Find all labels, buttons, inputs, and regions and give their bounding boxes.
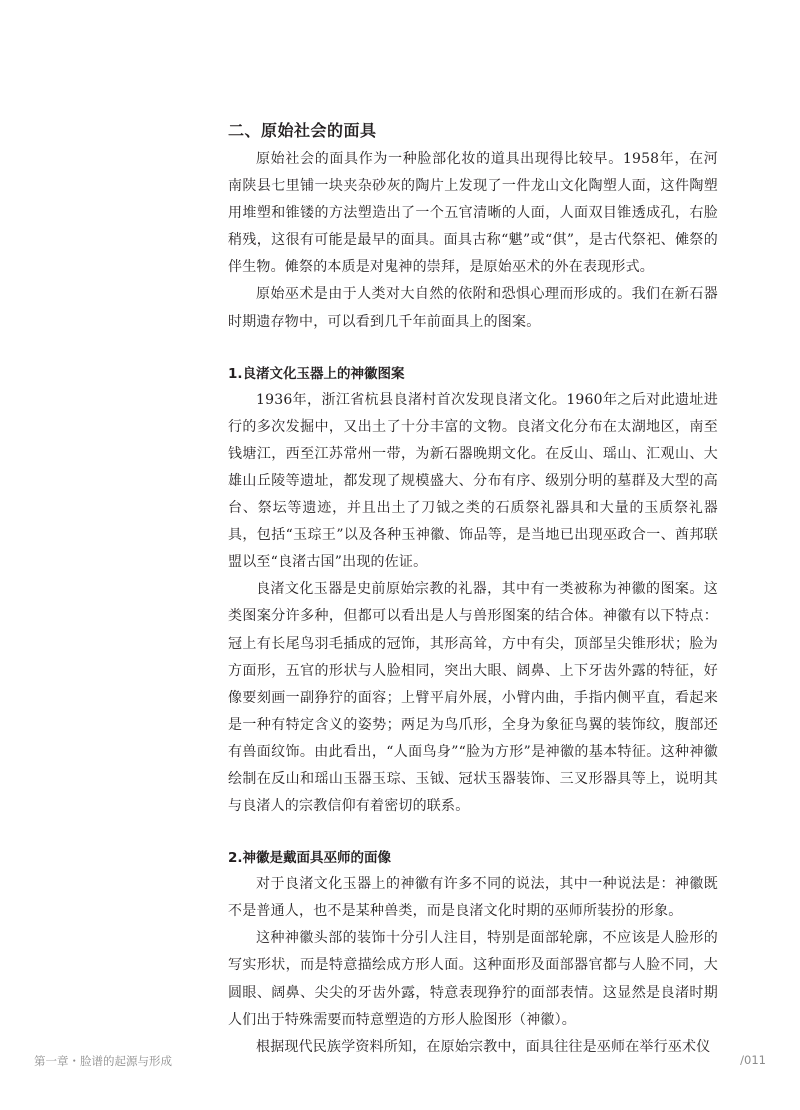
- subsection-title: 1.良渚文化玉器上的神徽图案: [228, 365, 405, 382]
- paragraph: 根据现代民族学资料所知，在原始宗教中，面具往往是巫师在举行巫术仪: [256, 1038, 711, 1055]
- paragraph: 原始巫术是由于人类对大自然的依附和恐惧心理而形成的。我们在新石器时期遗存物中，可以看到几千年前面具上的图案。: [228, 286, 718, 330]
- paragraph: 原始社会的面具作为一种脸部化妆的道具出现得比较早。1958年，在河南陕县七里铺一块夹杂砂灰的陶片上发现了一件龙山文化陶塑人面，这件陶塑用堆塑和锥镂的方法塑造出了一个五官清晰的人面，人面双目锥透成孔，右脸稍残，这很有可能是最早的面具。面具古称“魌”或“倛”，是古代祭祀、傩祭的伴生物。傩祭的本质是对鬼神的崇拜，是原始巫术的外在表现形式。: [228, 151, 718, 276]
- page-body: [228, 118, 718, 1061]
- running-footer-chapter: 第一章・脸谱的起源与形成: [34, 1054, 172, 1068]
- page-number: /011: [740, 1053, 766, 1067]
- paragraph: 良渚文化玉器是史前原始宗教的礼器，其中有一类被称为神徽的图案。这类图案分许多种，但都可以看出是人与兽形图案的结合体。神徽有以下特点：冠上有长尾鸟羽毛插成的冠饰，其形高耸，方中有尖，顶部呈尖锥形状；脸为方面形，五官的形状与人脸相同，突出大眼、阔鼻、上下牙齿外露的特征，好像要刻画一副狰狞的面容；上臂平肩外展，小臂内曲，手指内侧平直，看起来是一种有特定含义的姿势；两足为鸟爪形，全身为象征鸟翼的装饰纹，腹部还有兽面纹饰。由此看出，“人面鸟身”“脸为方形”是神徽的基本特征。这种神徽绘制在反山和瑶山玉器玉琮、玉钺、冠状玉器装饰、三叉形器具等上，说明其与良渚人的宗教信仰有着密切的联系。: [228, 581, 718, 815]
- paragraph: 对于良渚文化玉器上的神徽有许多不同的说法，其中一种说法是：神徽既不是普通人，也不是某种兽类，而是良渚文化时期的巫师所装扮的形象。: [228, 876, 718, 920]
- section-title: 二、原始社会的面具: [228, 121, 377, 140]
- paragraph: 这种神徽头部的装饰十分引人注目，特别是面部轮廓，不应该是人脸形的写实形状，而是特意描绘成方形人面。这种面形及面部器官都与人脸不同，大圆眼、阔鼻、尖尖的牙齿外露，特意表现狰狞的面部表情。这显然是良渚时期人们出于特殊需要而特意塑造的方形人脸图形（神徽）。: [228, 930, 718, 1028]
- paragraph: 1936年，浙江省杭县良渚村首次发现良渚文化。1960年之后对此遗址进行的多次发掘中，又出土了十分丰富的文物。良渚文化分布在太湖地区，南至钱塘江，西至江苏常州一带，为新石器晚期文化。在反山、瑶山、汇观山、大雄山丘陵等遗址，都发现了规模盛大、分布有序、级别分明的墓群及大型的高台、祭坛等遗迹，并且出土了刀钺之类的石质祭礼器具和大量的玉质祭礼器具，包括“玉琮王”以及各种玉神徽、饰品等，是当地已出现巫政合一、酋邦联盟以至“良渚古国”出现的佐证。: [228, 391, 718, 571]
- subsection-title: 2.神徽是戴面具巫师的面像: [228, 850, 392, 867]
